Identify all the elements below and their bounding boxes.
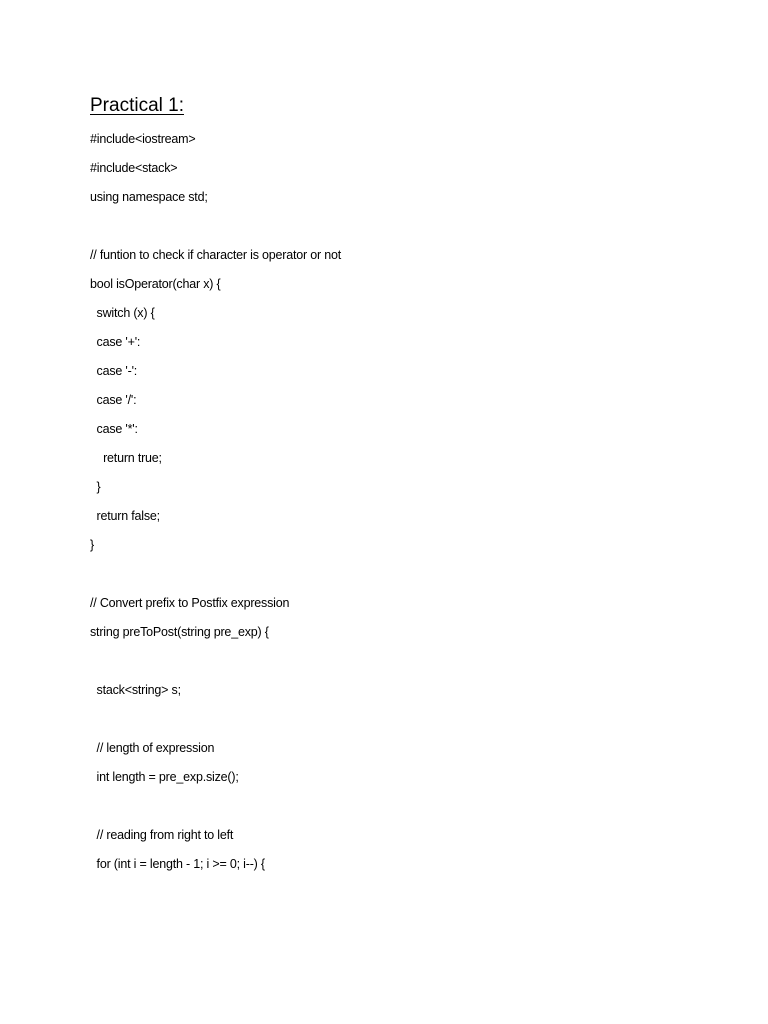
code-line: return false;: [90, 509, 160, 523]
code-line: switch (x) {: [90, 306, 155, 320]
code-line: for (int i = length - 1; i >= 0; i--) {: [90, 857, 265, 871]
code-line: // reading from right to left: [90, 828, 234, 842]
code-line: // length of expression: [90, 741, 215, 755]
code-line: using namespace std;: [90, 190, 208, 204]
code-line: // Convert prefix to Postfix expression: [90, 596, 290, 610]
code-line: case '/':: [90, 393, 137, 407]
code-line: #include<iostream>: [90, 132, 196, 146]
page-heading: Practical 1:: [90, 95, 184, 116]
code-line: case '*':: [90, 422, 138, 436]
code-line: return true;: [90, 451, 162, 465]
code-line: // funtion to check if character is operator or not: [90, 248, 342, 262]
code-line: #include<stack>: [90, 161, 178, 175]
code-line: string preToPost(string pre_exp) {: [90, 625, 269, 639]
code-line: stack<string> s;: [90, 683, 181, 697]
code-line: case '-':: [90, 364, 138, 378]
code-line: int length = pre_exp.size();: [90, 770, 239, 784]
code-line: }: [90, 538, 94, 552]
code-line: case '+':: [90, 335, 141, 349]
code-line: bool isOperator(char x) {: [90, 277, 221, 291]
code-line: }: [90, 480, 101, 494]
